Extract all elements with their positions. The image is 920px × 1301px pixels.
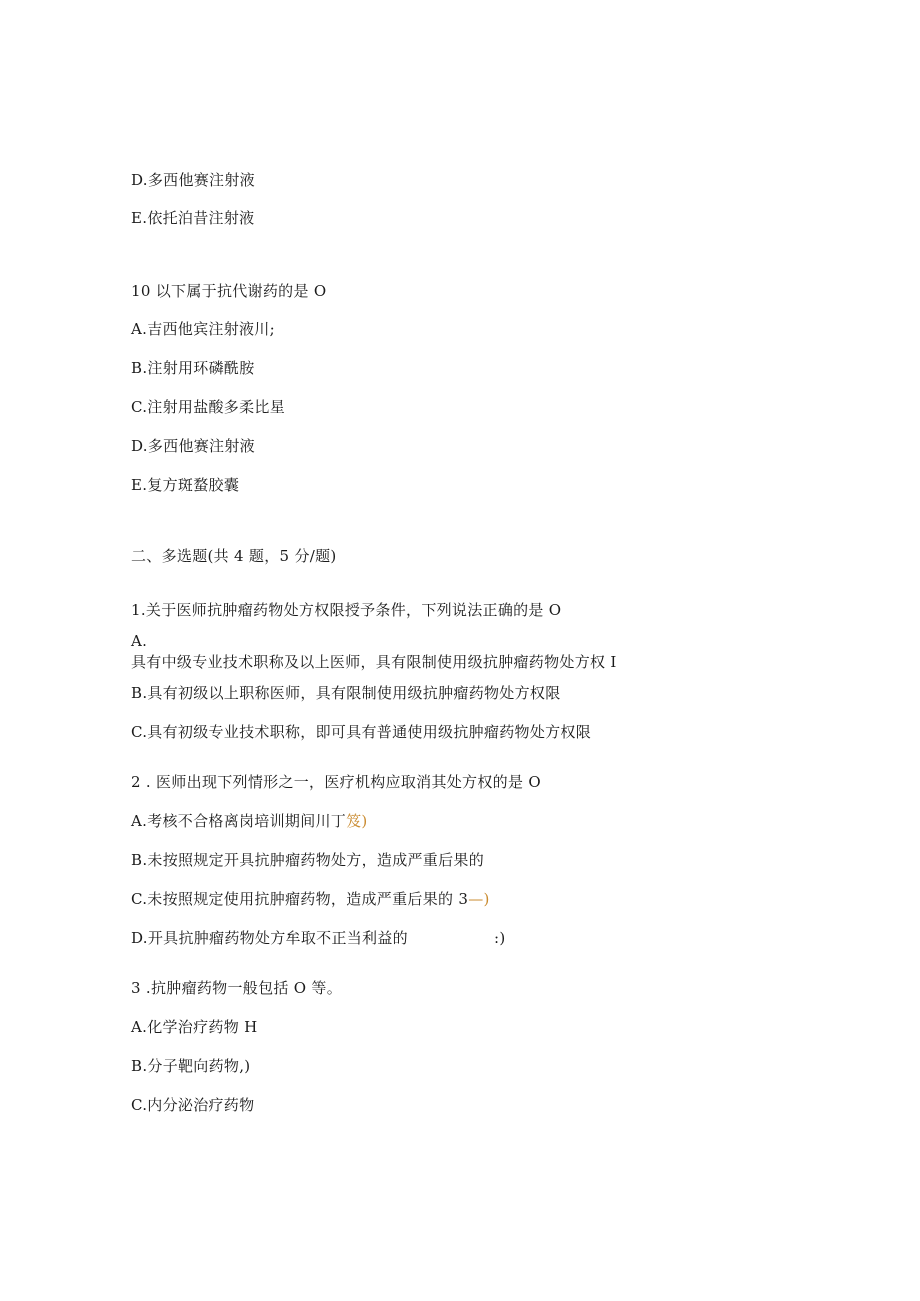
mq3-option-b: B.分子靶向药物,) [131, 1057, 251, 1075]
mq1-option-a-letter: A. [131, 632, 148, 650]
q9-option-e: E.依托泊昔注射液 [131, 209, 255, 227]
mq2-stem: 2 . 医师出现下列情形之一，医疗机构应取消其处方权的是 O [131, 773, 541, 791]
mq2-option-d [131, 928, 505, 948]
mq2-option-c-mark: —) [468, 890, 490, 908]
q10-option-c: C.注射用盐酸多柔比星 [131, 398, 286, 416]
q10-stem: 10 以下属于抗代谢药的是 O [131, 282, 327, 300]
mq2-option-b: B.未按照规定开具抗肿瘤药物处方，造成严重后果的 [131, 851, 484, 869]
mq3-option-a: A.化学治疗药物 H [131, 1018, 258, 1036]
section-heading: 二、多选题(共 4 题，5 分/题) [131, 547, 337, 565]
mq1-stem: 1.关于医师抗肿瘤药物处方权限授予条件，下列说法正确的是 O [131, 601, 562, 619]
mq2-option-a-text: A.考核不合格离岗培训期间川丁 [131, 812, 347, 830]
mq3-option-c: C.内分泌治疗药物 [131, 1096, 255, 1114]
mq2-option-a [131, 811, 368, 831]
mq1-option-a-text: 具有中级专业技术职称及以上医师，具有限制使用级抗肿瘤药物处方权 I [131, 653, 617, 671]
q10-option-a: A.吉西他宾注射液川; [131, 320, 275, 338]
mq2-option-d-text: D.开具抗肿瘤药物处方牟取不正当利益的 [131, 929, 408, 947]
q9-option-d: D.多西他赛注射液 [131, 171, 255, 189]
mq1-option-b: B.具有初级以上职称医师，具有限制使用级抗肿瘤药物处方权限 [131, 684, 561, 702]
mq2-option-c [131, 889, 490, 909]
mq1-option-c: C.具有初级专业技术职称，即可具有普通使用级抗肿瘤药物处方权限 [131, 723, 592, 741]
q10-option-e: E.复方斑蝥胶囊 [131, 476, 240, 494]
mq2-option-a-mark: 笈) [346, 812, 368, 830]
q10-option-d: D.多西他赛注射液 [131, 437, 255, 455]
mq3-stem: 3 .抗肿瘤药物一般包括 O 等。 [131, 979, 343, 997]
q10-option-b: B.注射用环磷酰胺 [131, 359, 255, 377]
mq2-option-c-text: C.未按照规定使用抗肿瘤药物，造成严重后果的 3 [131, 890, 469, 908]
mq2-option-d-mark: :) [493, 929, 506, 947]
